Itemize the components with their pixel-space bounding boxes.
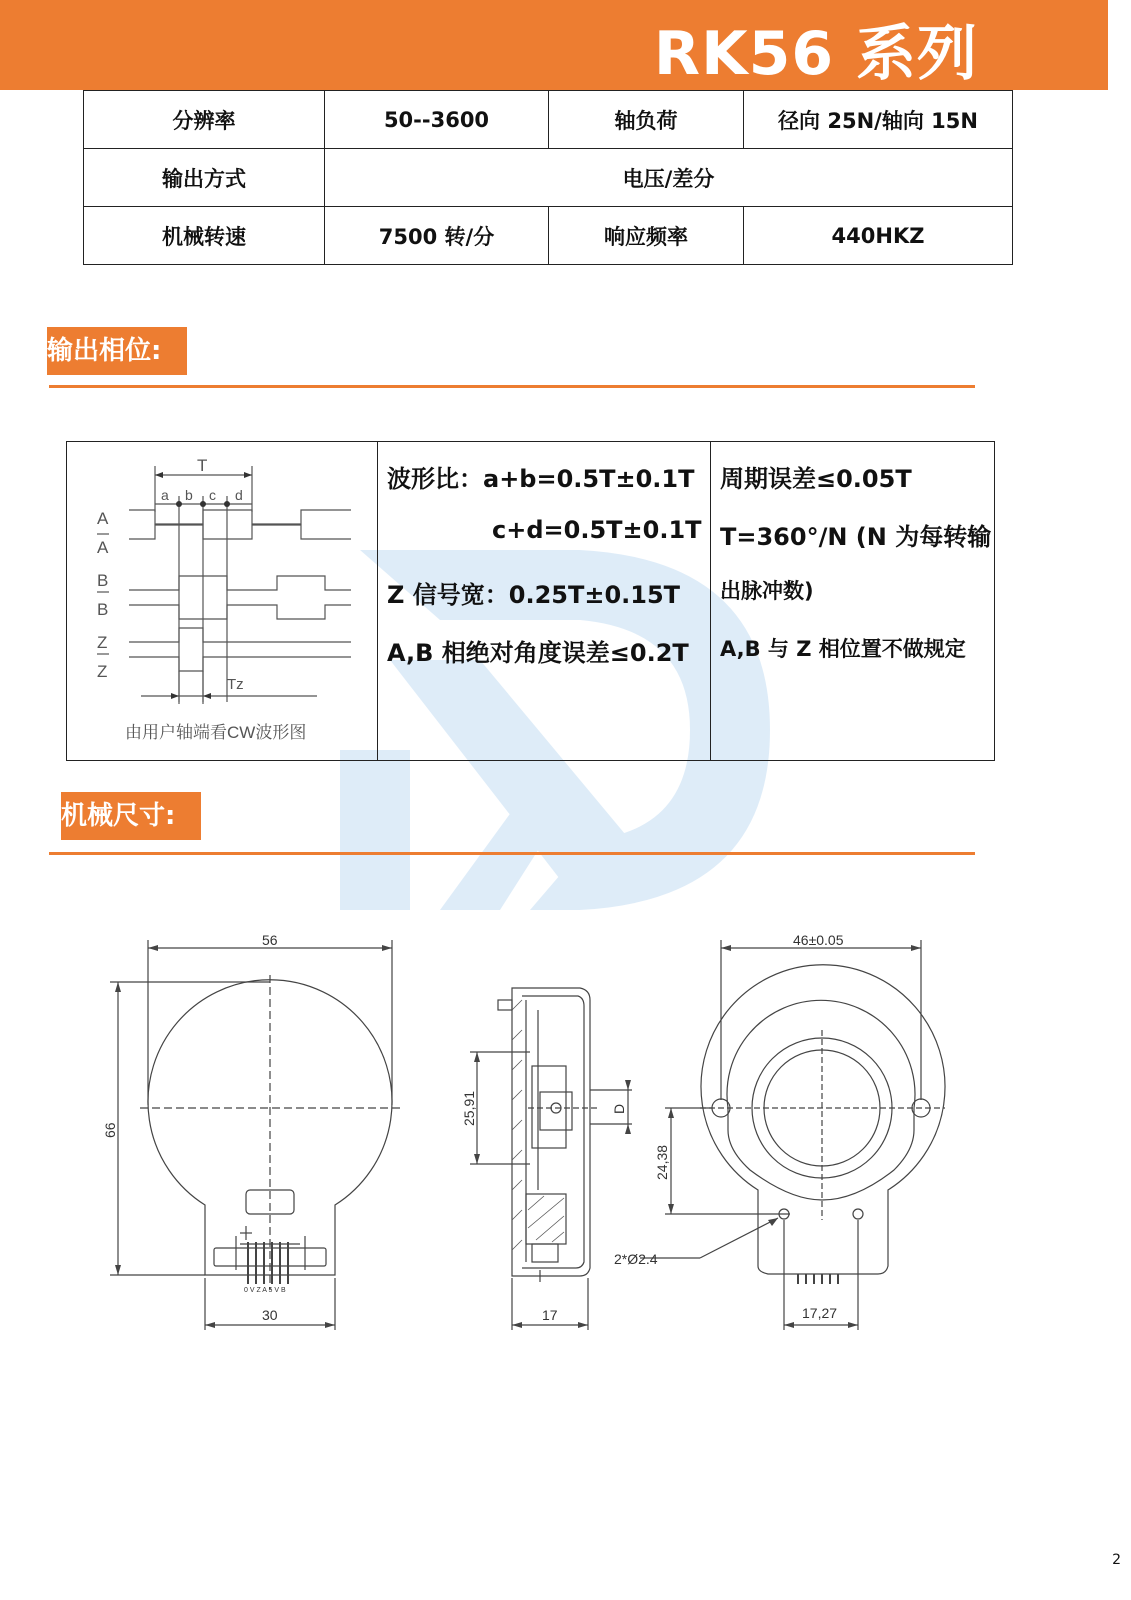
resolution-value: 50--3600 [325,91,549,149]
side-d-dim: D [611,1103,627,1114]
front-view [110,940,400,1330]
side-view [470,988,632,1330]
channel-a-label: A [97,509,109,528]
section-divider [49,852,975,855]
front-height-dim: 66 [102,1122,118,1138]
resolution-label: 分辨率 [84,91,325,149]
shaft-load-value: 径向 25N/轴向 15N [744,91,1013,149]
mechanical-drawing [0,920,1131,1340]
side-depth-dim: 17 [542,1307,558,1323]
ab-z-phase-note: A,B 与 Z 相位置不做规定 [720,637,966,661]
channel-z-label: Z [97,633,108,652]
waveform-c-label: c [209,487,216,503]
waveform-b-label: b [185,487,193,503]
table-row [84,149,1013,207]
ab-angle-error: A,B 相绝对角度误差≤0.2T [387,639,689,667]
page-number: 2 [1112,1552,1121,1568]
period-error: 周期误差≤0.05T [720,465,912,493]
front-pin-labels: 0 V Z A 5 V B [244,1287,286,1294]
period-spec-cell [710,442,996,760]
section-title-phase: 输出相位: [47,327,187,375]
waveform-caption: 由用户轴端看CW波形图 [125,723,307,742]
response-value: 440HKZ [744,207,1013,265]
channel-z-bar-label: Z [97,662,108,681]
header-bar [0,0,1108,90]
speed-label: 机械转速 [84,207,325,265]
response-label: 响应频率 [549,207,744,265]
output-mode-value: 电压/差分 [325,149,1013,207]
shaft-load-label: 轴负荷 [549,91,744,149]
duty-ratio-ab: 波形比：a+b=0.5T±0.1T [387,465,695,493]
side-shaft-dim: 25,91 [461,1090,477,1126]
channel-b-label: B [97,571,109,590]
tz-label: Tz [227,676,244,693]
waveform-spec-cell [377,442,711,760]
waveform-diagram [67,442,375,760]
output-mode-label: 输出方式 [84,149,325,207]
rear-holes-dim: 2*Ø2.4 [614,1251,658,1267]
rear-ring-dim: 46±0.05 [793,932,844,948]
waveform-cell [67,442,378,760]
waveform-period-label: T [197,456,208,475]
period-formula-cont: 出脉冲数) [720,579,814,603]
z-signal-width: Z 信号宽：0.25T±0.15T [387,581,681,609]
waveform-d-label: d [235,487,243,503]
channel-b-bar-label: B [97,600,109,619]
rear-offset-dim: 24,38 [654,1144,670,1180]
channel-a-bar-label: A [97,538,109,557]
rear-view [640,940,945,1330]
section-title-dimensions: 机械尺寸: [61,792,201,840]
duty-ratio-cd: c+d=0.5T±0.1T [492,516,702,544]
table-row [84,207,1013,265]
phase-table [66,441,995,761]
section-divider [49,385,975,388]
rear-spacing-dim: 17,27 [802,1305,838,1321]
speed-value: 7500 转/分 [325,207,549,265]
table-row [84,91,1013,149]
period-formula: T=360°/N (N 为每转输 [720,523,992,551]
front-width-dim: 56 [262,932,278,948]
waveform-a-label: a [161,487,169,503]
spec-table [83,90,1013,265]
front-connector-dim: 30 [262,1307,278,1323]
series-title: RK56 系列 [653,19,978,89]
